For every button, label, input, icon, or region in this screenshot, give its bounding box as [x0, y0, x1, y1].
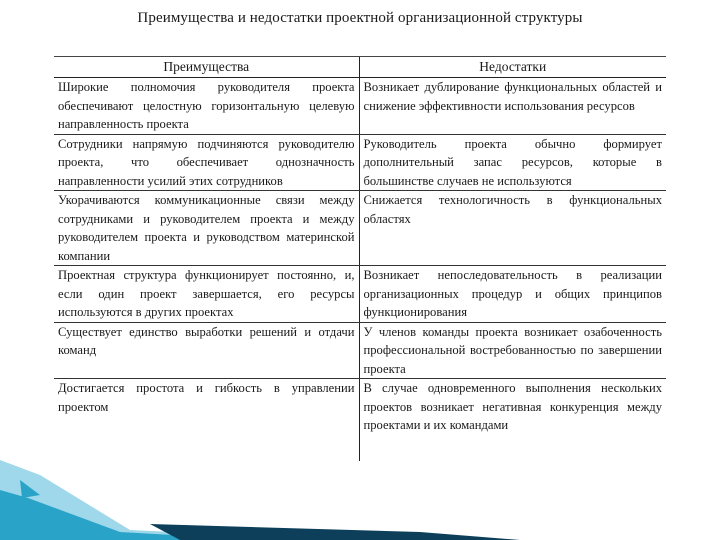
table-row: [54, 134, 666, 191]
disadvantage-cell: В случае одновременного выполнения нескольких проектов возникает негативная конкуренция между проектами и их командами: [359, 379, 666, 462]
header-disadvantages: Недостатки: [359, 57, 666, 78]
advantage-cell: Сотрудники напрямую подчиняются руководителю проекта, что обеспечивает однозначность направленности усилий этих сотрудников: [54, 134, 359, 191]
disadvantage-cell: Возникает непоследовательность в реализации организационных процедур и общих принципов функционирования: [359, 266, 666, 323]
table-row: [54, 78, 666, 135]
swoosh-dark: [150, 524, 520, 540]
comparison-table: [54, 56, 666, 461]
advantage-cell: Существует единство выработки решений и отдачи команд: [54, 322, 359, 379]
decorative-corner-swoosh: [0, 420, 720, 540]
header-advantages: Преимущества: [54, 57, 359, 78]
table-row: [54, 322, 666, 379]
table-header-row: [54, 57, 666, 78]
table-row: [54, 266, 666, 323]
disadvantage-cell: Руководитель проекта обычно формирует дополнительный запас ресурсов, которые в большинстве случаев не используются: [359, 134, 666, 191]
disadvantage-cell: Снижается технологичность в функциональных областях: [359, 191, 666, 266]
disadvantage-cell: Возникает дублирование функциональных областей и снижение эффективности использования ресурсов: [359, 78, 666, 135]
advantage-cell: Достигается простота и гибкость в управлении проектом: [58, 381, 355, 414]
disadvantage-cell: У членов команды проекта возникает озабоченность профессиональной востребованностью по завершении проекта: [359, 322, 666, 379]
table-row: [54, 191, 666, 266]
advantage-cell: Широкие полномочия руководителя проекта обеспечивают целостную горизонтальную целевую направленность проекта: [54, 78, 359, 135]
advantage-cell: Проектная структура функционирует постоянно, и, если один проект завершается, его ресурсы используются в других проектах: [54, 266, 359, 323]
advantage-cell: Укорачиваются коммуникационные связи между сотрудниками и руководителем проекта и между руководителем проекта и руководством материнской компании: [54, 191, 359, 266]
slide-title: Преимущества и недостатки проектной организационной структуры: [137, 10, 583, 26]
